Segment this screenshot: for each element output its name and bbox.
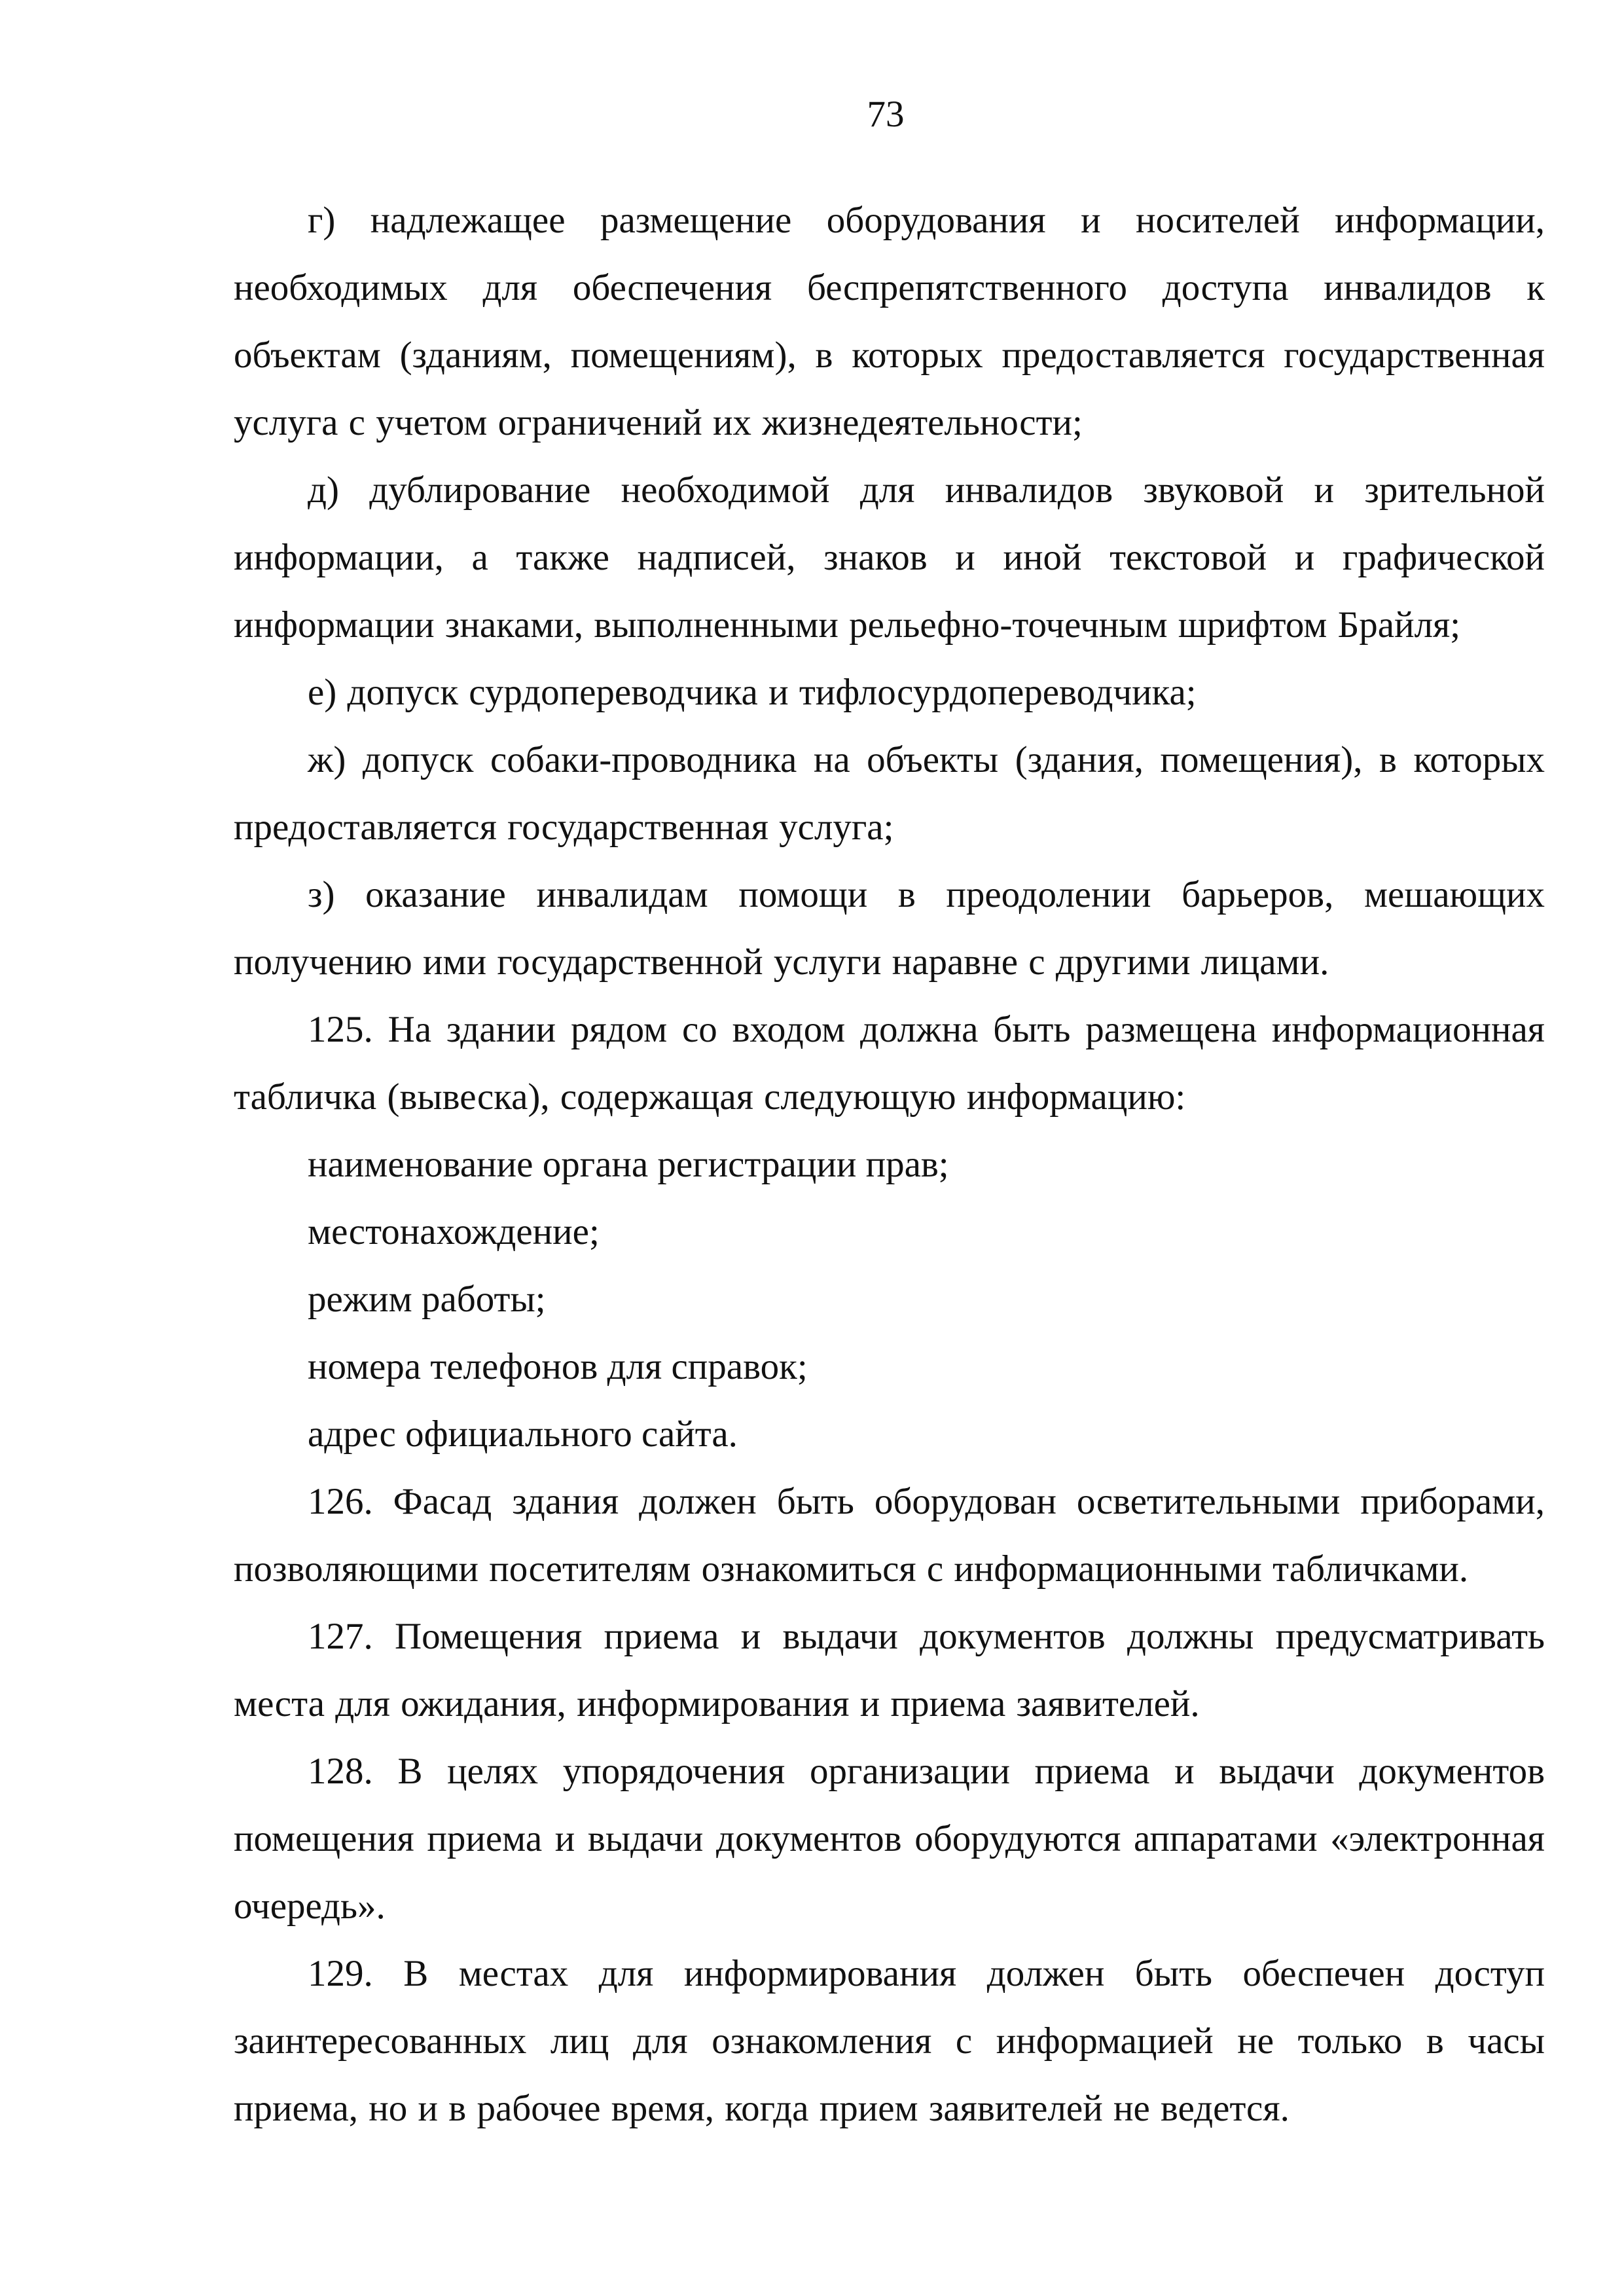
paragraph-128: 128. В целях упорядочения организации приема и выдачи документов помещения приема и выдачи документов оборудуются аппаратами «электронная очередь». xyxy=(234,1751,1545,1927)
paragraph-126: 126. Фасад здания должен быть оборудован осветительными приборами, позволяющими посетителям ознакомиться с информационными табличками. xyxy=(234,1481,1545,1590)
paragraph-z: з) оказание инвалидам помощи в преодолении барьеров, мешающих получению ими государственной услуги наравне с другими лицами. xyxy=(234,874,1545,983)
list-item: номера телефонов для справок; xyxy=(308,1346,808,1387)
paragraph-e: е) допуск сурдопереводчика и тифлосурдопереводчика; xyxy=(308,672,1197,713)
document-body xyxy=(234,187,1545,2142)
paragraph-129: 129. В местах для информирования должен быть обеспечен доступ заинтересованных лиц для ознакомления с информацией не только в часы приема, но и в рабочее время, когда прием заявителей не ведется. xyxy=(234,1953,1545,2129)
list-item: наименование органа регистрации прав; xyxy=(308,1144,949,1185)
paragraph-127: 127. Помещения приема и выдачи документов должны предусматривать места для ожидания, информирования и приема заявителей. xyxy=(234,1616,1545,1724)
paragraph-d: д) дублирование необходимой для инвалидов звуковой и зрительной информации, а также надписей, знаков и иной текстовой и графической информации знаками, выполненными рельефно-точечным шрифтом Брайля; xyxy=(234,469,1545,646)
paragraph-g: г) надлежащее размещение оборудования и носителей информации, необходимых для обеспечения беспрепятственного доступа инвалидов к объектам (зданиям, помещениям), в которых предоставляется государственная услуга с учетом ограничений их жизнедеятельности; xyxy=(234,200,1545,443)
list-item: режим работы; xyxy=(308,1279,546,1320)
paragraph-125: 125. На здании рядом со входом должна быть размещена информационная табличка (вывеска), содержащая следующую информацию: xyxy=(234,1009,1545,1118)
page-number: 73 xyxy=(867,94,905,135)
list-item: местонахождение; xyxy=(308,1211,600,1252)
paragraph-zh: ж) допуск собаки-проводника на объекты (здания, помещения), в которых предоставляется государственная услуга; xyxy=(234,739,1545,848)
list-item: адрес официального сайта. xyxy=(308,1413,738,1455)
